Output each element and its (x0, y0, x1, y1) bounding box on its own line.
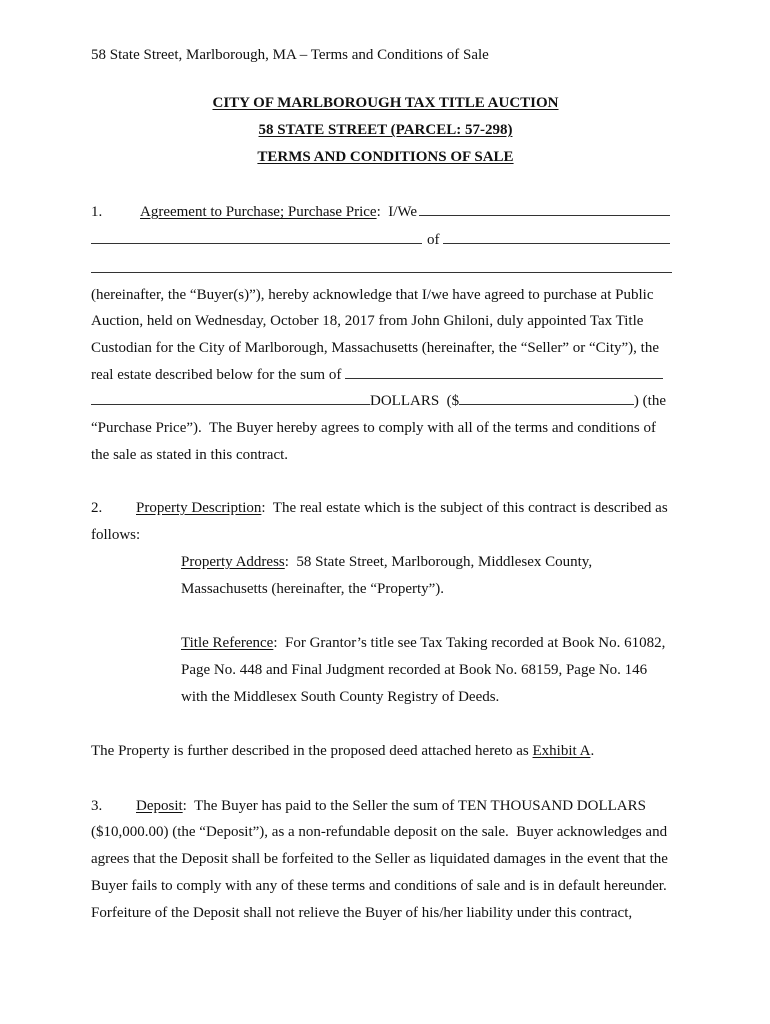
section-1-number: 1. (91, 204, 103, 220)
section-3-line: agrees that the Deposit shall be forfeited to the Seller as liquidated damages in the event that the (91, 851, 668, 867)
section-3-heading-tail: : The Buyer has paid to the Seller the sum of TEN THOUSAND DOLLARS (182, 798, 646, 814)
section-2-number: 2. (91, 500, 103, 516)
section-3-heading-line (91, 796, 646, 816)
section-2-heading-tail: : The real estate which is the subject of this contract is described as (261, 500, 668, 516)
buyer-name-address-line (91, 230, 670, 250)
property-address-heading: Property Address (181, 554, 285, 570)
section-1-heading-tail: : I/We (376, 204, 418, 220)
buyer-address-continuation-blank (91, 272, 672, 273)
title-reference-line-3: with the Middlesex South County Registry of Deeds. (181, 689, 500, 705)
exhibit-text: The Property is further described in the proposed deed attached hereto as (91, 743, 533, 759)
of-label: of (427, 232, 440, 248)
section-1-paragraph-line: (hereinafter, the “Buyer(s)”), hereby acknowledge that I/we have agreed to purchase at Public (91, 287, 654, 303)
section-2-heading-line (91, 498, 668, 518)
section-1-heading: Agreement to Purchase; Purchase Price (140, 204, 377, 220)
buyer-name-blank (419, 203, 670, 216)
section-2-line: follows: (91, 527, 141, 543)
buyer-address-blank (443, 231, 671, 244)
sum-in-figures-blank (459, 392, 634, 405)
document-title-line-1: CITY OF MARLBOROUGH TAX TITLE AUCTION (212, 95, 559, 111)
document-title-line-3: TERMS AND CONDITIONS OF SALE (257, 149, 514, 165)
title-reference-text: : For Grantor’s title see Tax Taking recorded at Book No. 61082, (273, 635, 666, 651)
property-address-text: : 58 State Street, Marlborough, Middlesex County, (284, 554, 593, 570)
exhibit-reference: Exhibit A (532, 743, 591, 759)
exhibit-period: . (590, 743, 595, 759)
section-3-line: Forfeiture of the Deposit shall not relieve the Buyer of his/her liability under this contract, (91, 905, 633, 921)
buyer-name-continuation-blank (91, 231, 422, 244)
title-reference-line-2: Page No. 448 and Final Judgment recorded at Book No. 68159, Page No. 146 (181, 662, 648, 678)
purchase-sum-line (91, 365, 663, 385)
sum-label: real estate described below for the sum of (91, 367, 342, 383)
section-2-heading: Property Description (136, 500, 262, 516)
purchase-dollars-line (91, 391, 666, 411)
section-1-paragraph-line: Auction, held on Wednesday, October 18, 2017 from John Ghiloni, duly appointed Tax Title (91, 313, 644, 329)
section-3-number: 3. (91, 798, 103, 814)
section-1-paragraph-line: Custodian for the City of Marlborough, Massachusetts (hereinafter, the “Seller” or “City”), the (91, 340, 659, 356)
section-1-closing-line: “Purchase Price”). The Buyer hereby agrees to comply with all of the terms and conditions of (91, 420, 656, 436)
dollars-label: DOLLARS ($ (370, 393, 460, 409)
sum-in-words-continuation-blank (91, 392, 370, 405)
section-3-heading: Deposit (136, 798, 183, 814)
section-1-heading-line (91, 202, 670, 222)
document-title-line-2: 58 STATE STREET (PARCEL: 57-298) (258, 122, 513, 138)
exhibit-line (91, 741, 594, 761)
section-1-closing-line: the sale as stated in this contract. (91, 447, 289, 463)
section-3-line: ($10,000.00) (the “Deposit”), as a non-refundable deposit on the sale. Buyer acknowledges and (91, 824, 668, 840)
property-address-line (181, 552, 592, 572)
title-reference-line (181, 633, 665, 653)
title-reference-heading: Title Reference (181, 635, 274, 651)
running-header: 58 State Street, Marlborough, MA – Terms and Conditions of Sale (91, 47, 489, 63)
property-address-line-2: Massachusetts (hereinafter, the “Property”). (181, 581, 445, 597)
section-3-line: Buyer fails to comply with any of these terms and conditions of sale and is in default hereunder. (91, 878, 667, 894)
the-label: ) (the (633, 393, 666, 409)
sum-in-words-blank (345, 366, 663, 379)
